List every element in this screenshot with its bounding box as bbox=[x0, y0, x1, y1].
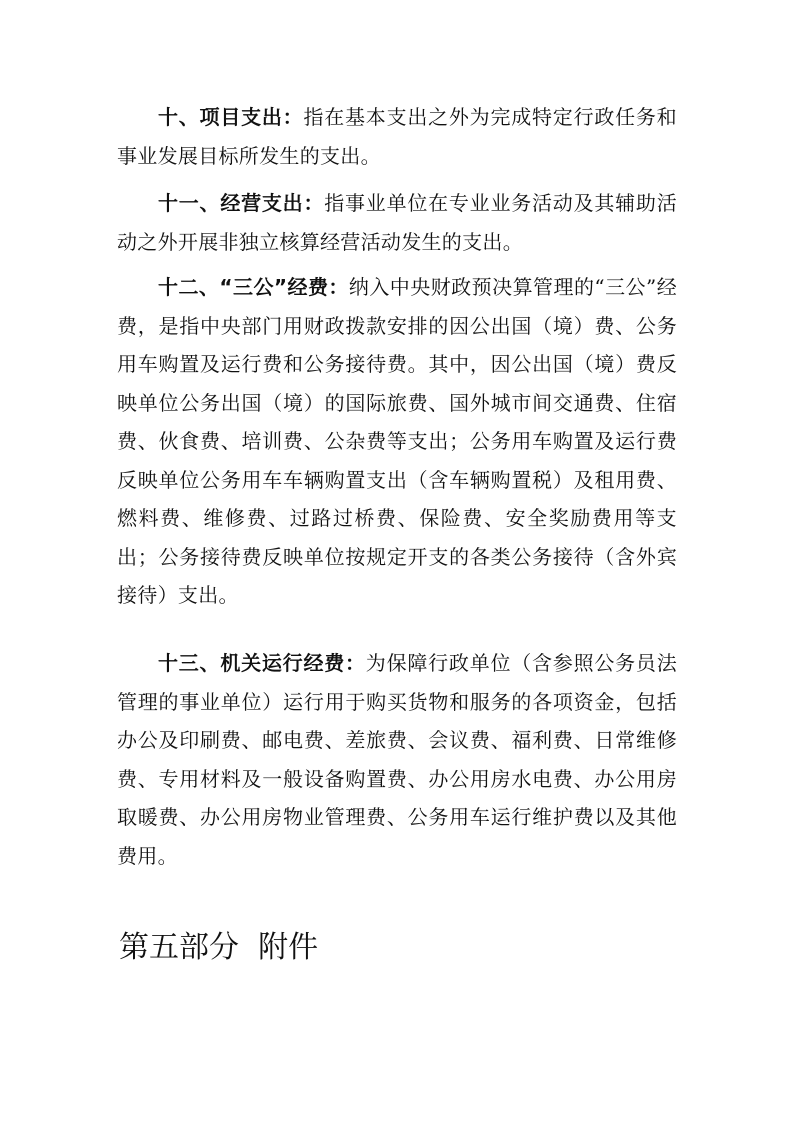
definition-term: 十二、“三公”经费： bbox=[158, 275, 349, 299]
section-heading: 第五部分 附件 bbox=[119, 930, 319, 965]
definition-text: 纳入中央财政预决算管理的“三公”经费，是指中央部门用财政拨款安排的因公出国（境）费、公务用车购置及运行费和公务接待费。其中，因公出国（境）费反映单位公务出国（境）的国际旅费、国外城市间交通费、住宿费、伙食费、培训费、公杂费等支出；公务用车购置及运行费反映单位公务用车车辆购置支出（含车辆购置税）及租用费、燃料费、维修费、过路过桥费、保险费、安全奖励费用等支出；公务接待费反映单位按规定开支的各类公务接待（含外宾接待）支出。 bbox=[117, 275, 677, 607]
definition-term: 十一、经营支出： bbox=[158, 191, 325, 215]
definition-text: 指事业单位在专业业务活动及其辅助活动之外开展非独立核算经营活动发生的支出。 bbox=[117, 191, 677, 254]
definition-three-public-expenses bbox=[117, 268, 677, 615]
definition-term: 十、项目支出： bbox=[158, 105, 304, 129]
definition-project-expenditure bbox=[117, 98, 677, 175]
definition-term: 十三、机关运行经费： bbox=[158, 651, 366, 675]
definition-agency-operating-expenses bbox=[117, 644, 677, 875]
definition-text: 指在基本支出之外为完成特定行政任务和事业发展目标所发生的支出。 bbox=[117, 105, 677, 168]
definition-operating-expenditure bbox=[117, 184, 677, 261]
definition-text: 为保障行政单位（含参照公务员法管理的事业单位）运行用于购买货物和服务的各项资金，包括办公及印刷费、邮电费、差旅费、会议费、福利费、日常维修费、专用材料及一般设备购置费、办公用房水电费、办公用房取暖费、办公用房物业管理费、公务用车运行维护费以及其他费用。 bbox=[117, 651, 678, 868]
